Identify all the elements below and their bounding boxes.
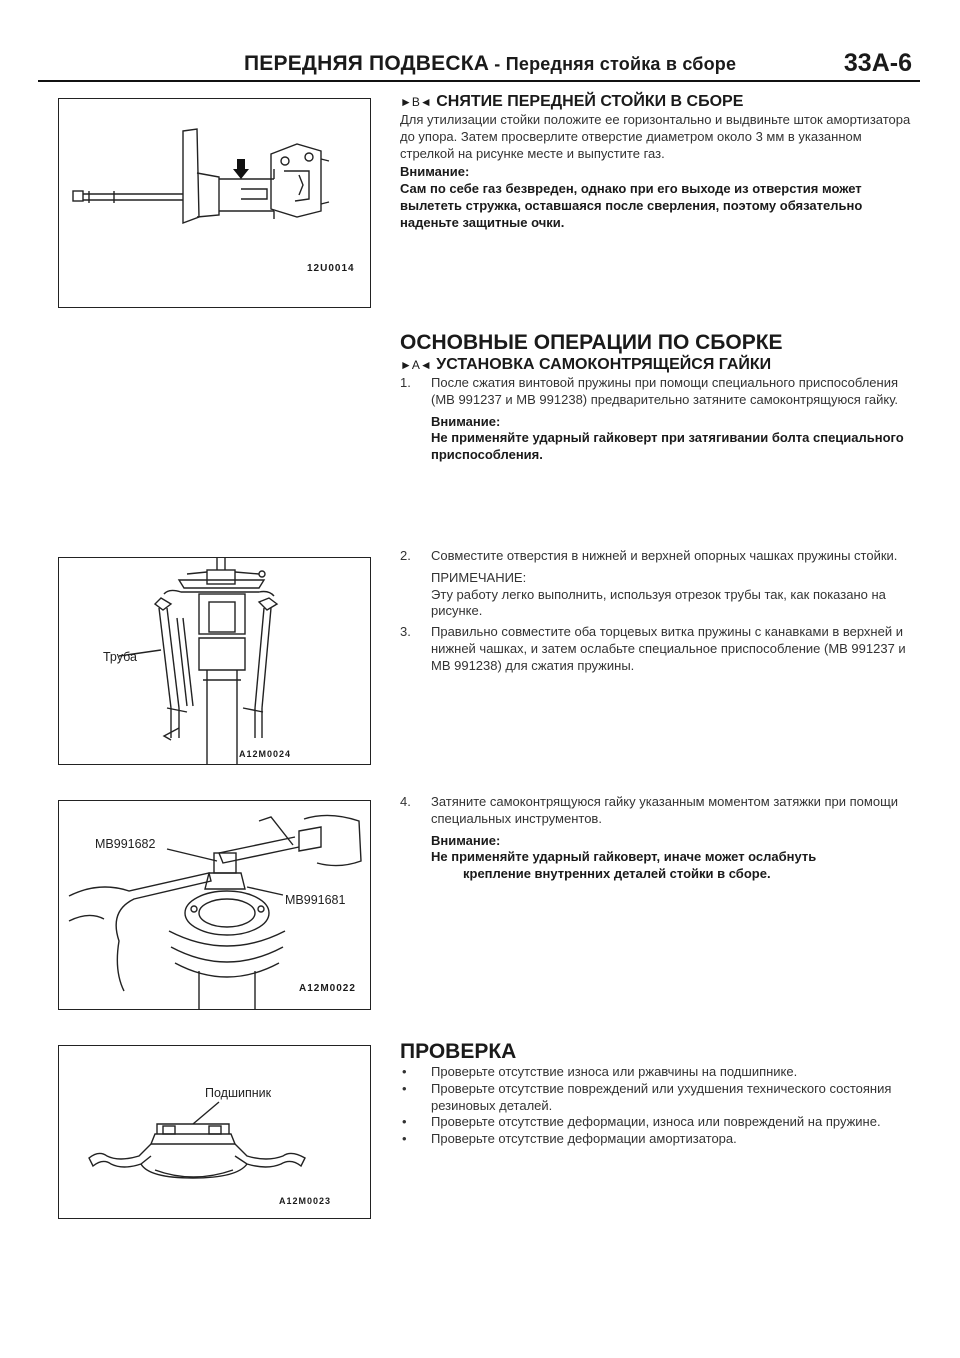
caution-text: Не применяйте ударный гайковерт, иначе может ослабнуть	[431, 849, 817, 865]
bullet-icon: •	[402, 1064, 407, 1079]
removal-section	[400, 92, 915, 232]
caution-label: Внимание:	[400, 164, 470, 180]
step-item	[400, 794, 915, 828]
caution-label: Внимание:	[431, 413, 501, 429]
header-title	[244, 52, 736, 76]
label-bearing: Подшипник	[205, 1086, 272, 1100]
figure-nut-tightening	[58, 800, 371, 1010]
inspection-item-text: Проверьте отсутствие повреждений или ухудшения технического состояния резиновых деталей.	[431, 1080, 892, 1113]
marker-right-icon: ►	[400, 95, 412, 109]
inspection-title: ПРОВЕРКА	[400, 1040, 517, 1063]
list-item	[400, 1114, 915, 1131]
assembly-section	[400, 331, 915, 464]
step-number: 1.	[400, 375, 411, 390]
marker-right-icon: ►	[400, 358, 412, 372]
step-text: Правильно совместите оба торцевых витка пружины с канавками в верхней и нижней чашках, и затем ослабьте специальное приспособление (MB 991237 и MB 991238) для сжатия пружины.	[431, 624, 906, 673]
strut-horizontal-drawing	[59, 99, 370, 307]
step-text: Затяните самоконтрящуюся гайку указанным моментом затяжки при помощи специальных инструментов.	[431, 794, 899, 826]
list-item	[400, 1131, 915, 1148]
figure-code: 12U0014	[307, 263, 355, 274]
assembly-section-title: ОСНОВНЫЕ ОПЕРАЦИИ ПО СБОРКЕ	[400, 331, 783, 354]
step-item	[400, 624, 915, 674]
caution-text: Сам по себе газ безвреден, однако при его выходе из отверстия может вылететь стружка, оставшаяся после сверления, поэтому обязательно наденьте защитные очки.	[400, 181, 863, 230]
figure-strut-horizontal	[58, 98, 371, 308]
removal-title-text: СНЯТИЕ ПЕРЕДНЕЙ СТОЙКИ В СБОРЕ	[436, 93, 744, 110]
inspection-item-text: Проверьте отсутствие деформации амортизатора.	[431, 1131, 737, 1147]
note-text: Эту работу легко выполнить, используя отрезок трубы так, как показано на рисунке.	[431, 586, 886, 619]
note-label: ПРИМЕЧАНИЕ:	[431, 569, 527, 585]
label-pipe: Труба	[103, 650, 137, 664]
assembly-step-4	[400, 794, 915, 883]
marker-left-icon: ◄	[419, 95, 432, 109]
caution-text-continued: крепление внутренних деталей стойки в сборе.	[463, 866, 771, 882]
inspection-section	[400, 1040, 915, 1148]
figure-spring-compressor	[58, 557, 371, 765]
inspection-list	[400, 1064, 915, 1148]
page-header	[38, 48, 920, 82]
assembly-steps-2-3	[400, 548, 915, 675]
caution-label: Внимание:	[431, 832, 501, 848]
step-text: После сжатия винтовой пружины при помощи специального приспособления (MB 991237 и MB 991238) предварительно затяните самоконтрящуюся гайку.	[431, 375, 899, 407]
figure-code: A12M0022	[299, 983, 356, 994]
removal-marker-letter: B	[411, 95, 420, 109]
figure-code: A12M0024	[239, 749, 292, 759]
inspection-item-text: Проверьте отсутствие износа или ржавчины на подшипнике.	[431, 1064, 798, 1079]
step-item	[400, 375, 915, 409]
step-number: 3.	[400, 624, 411, 640]
list-item	[400, 1081, 915, 1115]
step-number: 4.	[400, 794, 411, 809]
inspection-item-text: Проверьте отсутствие деформации, износа или повреждений на пружине.	[431, 1114, 881, 1130]
header-subsection: Передняя стойка в сборе	[505, 54, 737, 74]
label-tool-1: MB991682	[95, 837, 156, 851]
figure-code: A12M0023	[279, 1196, 332, 1206]
list-item	[400, 1064, 915, 1081]
header-separator: -	[489, 54, 506, 74]
bearing-drawing	[59, 1046, 370, 1218]
label-tool-2: MB991681	[285, 893, 346, 907]
step-text: Совместите отверстия в нижней и верхней опорных чашках пружины стойки.	[431, 548, 898, 563]
bullet-icon: •	[402, 1080, 407, 1096]
header-section: ПЕРЕДНЯЯ ПОДВЕСКА	[244, 52, 490, 75]
assembly-title-text: УСТАНОВКА САМОКОНТРЯЩЕЙСЯ ГАЙКИ	[436, 356, 772, 373]
page-number: 33А-6	[843, 49, 912, 77]
removal-body: Для утилизации стойки положите ее горизонтально и выдвиньте шток амортизатора до упора. Затем просверлите отверстие диаметром около 3 мм в указанном стрелкой на рисунке месте и выпустите газ.	[400, 112, 911, 161]
marker-left-icon: ◄	[419, 358, 432, 372]
step-number: 2.	[400, 548, 411, 563]
bullet-icon: •	[402, 1114, 407, 1130]
figure-bearing	[58, 1045, 371, 1219]
caution-text: Не применяйте ударный гайковерт при затягивании болта специального приспособления.	[431, 430, 904, 463]
assembly-title	[400, 355, 915, 375]
bullet-icon: •	[402, 1131, 407, 1147]
removal-title	[400, 92, 915, 112]
assembly-marker-letter: A	[411, 358, 420, 372]
step-item	[400, 548, 915, 565]
